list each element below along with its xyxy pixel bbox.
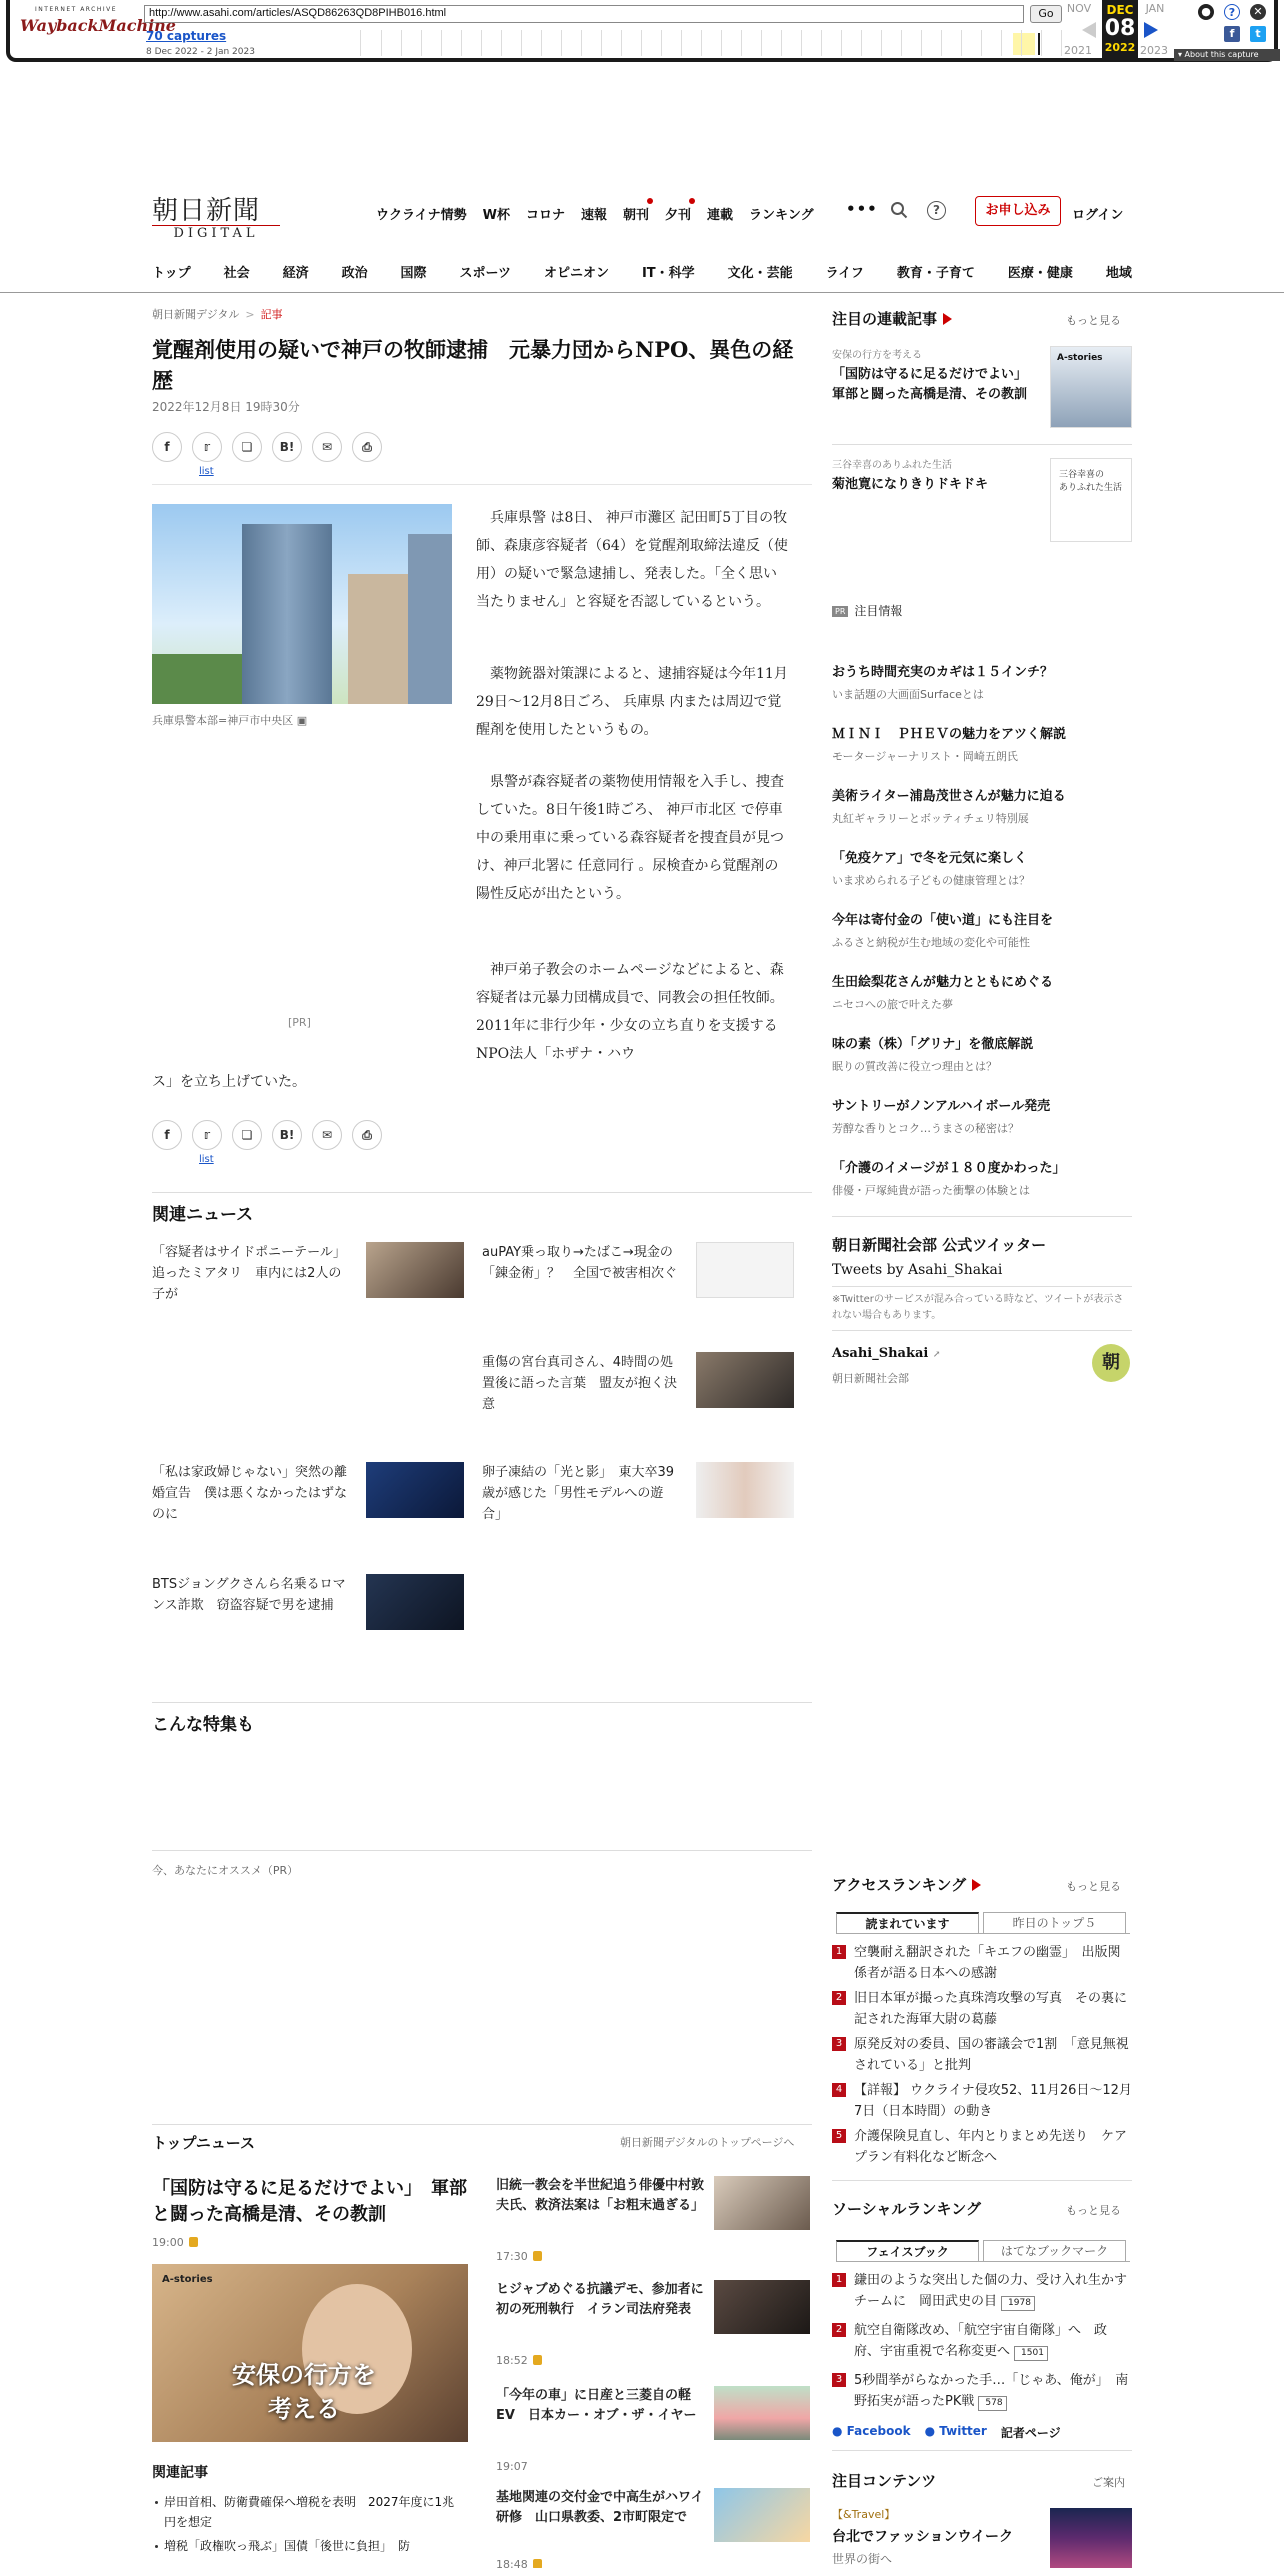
cat-society[interactable]: 社会 <box>223 266 250 281</box>
next-capture-arrow-icon[interactable] <box>1144 22 1158 38</box>
wayback-go-button[interactable]: Go <box>1030 5 1062 23</box>
ranking-item[interactable] <box>832 2080 1132 2122</box>
hatena-bookmark-icon[interactable]: B! <box>272 432 302 462</box>
pr-item-sub: 俳優・戸塚純貴が語った衝撃の体験とは <box>832 1184 1030 1197</box>
recommend-label: 今、あなたにオススメ（PR） <box>152 1864 299 1877</box>
tokushu-heading: こんな特集も <box>152 1715 254 1735</box>
pr-item[interactable] <box>832 726 1132 764</box>
sparkline-tick <box>441 30 442 56</box>
rank-text: 【詳報】 ウクライナ侵攻52、11月26日～12月7日（日本時間）の動き <box>854 2083 1132 2119</box>
external-link-icon: ↗ <box>932 1350 941 1360</box>
content-sub: 世界の街へ <box>832 2552 893 2566</box>
pr-tag: PR <box>832 606 848 617</box>
sparkline-tick <box>981 30 982 56</box>
pr-item-sub: モータージャーナリスト・岡崎五朗氏 <box>832 750 1018 763</box>
pr-item-sub: 芳醇な香りとコク…うまさの秘密は？ <box>832 1122 1019 1135</box>
top-news-item-title: 「今年の車」に日産と三菱自の軽EV 日本カー・オブ・ザ・イヤー <box>496 2388 697 2423</box>
twitter-avatar[interactable]: 朝 <box>1092 1344 1130 1382</box>
series-item[interactable] <box>832 456 1132 495</box>
rank-number: 1 <box>832 2273 846 2287</box>
user-icon[interactable]: ● <box>1198 4 1214 20</box>
sparkline-tick <box>741 30 742 56</box>
content-tag: 【&Travel】 <box>832 2508 896 2521</box>
section-divider <box>152 2124 812 2125</box>
bookmark-icon[interactable]: ❏ <box>232 432 262 462</box>
related-heading: 関連ニュース <box>152 1205 254 1225</box>
wayback-prev-year[interactable]: 2021 <box>1064 44 1092 57</box>
sparkline-tick <box>681 30 682 56</box>
site-logo[interactable] <box>152 190 280 241</box>
related-item-title: auPAY乗っ取り→たばこ→現金の「錬金術」？ 全国で被害相次ぐ <box>482 1245 678 1281</box>
cat-international[interactable]: 国際 <box>400 266 427 281</box>
facebook-link-text: Facebook <box>846 2424 911 2438</box>
top-news-link[interactable]: 朝日新聞デジタルのトップページへ <box>620 2136 795 2149</box>
pr-item-sub: 丸紅ギャラリーとボッティチェリ特別展 <box>832 812 1029 825</box>
hatena-bookmark-icon[interactable]: B! <box>272 1120 302 1150</box>
share-buttons-top <box>152 432 382 462</box>
rank-number: 5 <box>832 2129 846 2143</box>
twitter-icon: ● <box>924 2424 936 2438</box>
wayback-current-year: 2022 <box>1104 41 1136 54</box>
pr-item-title: 美術ライター浦島茂世さんが魅力に迫る <box>832 789 1066 804</box>
arrow-right-icon <box>943 313 952 325</box>
social-ranking-heading-text: ソーシャルランキング <box>832 2200 981 2218</box>
sparkline-tick <box>541 30 542 56</box>
pr-item-sub: 眠りの質改善に役立つ理由とは？ <box>832 1060 997 1073</box>
twitter-user-sub: 朝日新聞社会部 <box>832 1372 909 1385</box>
sparkline-tick <box>861 30 862 56</box>
series-title: 菊池寛になりきりドキドキ <box>832 477 989 492</box>
sparkline-tick <box>661 30 662 56</box>
facebook-link[interactable] <box>832 2424 911 2441</box>
pr-item-sub: いま求められる子どもの健康管理とは？ <box>832 874 1030 887</box>
time-text: 18:48 <box>496 2558 528 2568</box>
tab-yesterday-top5[interactable]: 昨日のトップ５ <box>983 1912 1126 1933</box>
subscribe-button[interactable]: お申し込み <box>975 196 1061 226</box>
pr-item-title: 「免疫ケア」で冬を元気に楽しく <box>832 851 1028 866</box>
sparkline-tick <box>641 30 642 56</box>
sidebar-divider <box>832 1216 1132 1217</box>
close-icon[interactable]: ✕ <box>1250 4 1266 20</box>
print-icon[interactable]: ⎙ <box>352 1120 382 1150</box>
related-item-thumb <box>366 1574 464 1630</box>
sparkline-tick <box>941 30 942 56</box>
help-button[interactable]: ? <box>927 201 946 220</box>
tweets-link[interactable]: Tweets by Asahi_Shakai <box>832 1262 1003 1278</box>
ad-label: [PR] <box>288 1016 311 1029</box>
top-nav-wcup[interactable]: W杯 <box>482 208 510 223</box>
lock-icon <box>533 2355 542 2365</box>
tab-facebook[interactable]: フェイスブック <box>836 2240 979 2261</box>
cat-economy[interactable]: 経済 <box>282 266 309 281</box>
social-tabs <box>836 2240 1130 2262</box>
article-paragraph-4: 神戸弟子教会のホームページなどによると、森容疑者は元暴力団構成員で、同教会の担任牧師。2011年に非行少年・少女の立ち直りを支援するNPO法人「ホザナ・ハウ <box>476 962 784 1062</box>
time-text: 18:52 <box>496 2354 528 2367</box>
top-news-item-time: 19:07 <box>496 2460 528 2473</box>
print-icon[interactable]: ⎙ <box>352 432 382 462</box>
sparkline-tick <box>461 30 462 56</box>
wayback-url-input[interactable]: http://www.asahi.com/articles/ASQD86263QD8PIHB016.html <box>144 5 1024 23</box>
ranking-item[interactable] <box>832 2126 1132 2168</box>
wayback-current-month: DEC <box>1106 3 1134 17</box>
pr-heading <box>832 602 902 619</box>
rank-number: 1 <box>832 1945 846 1959</box>
article-divider <box>152 484 812 485</box>
sparkline-tick <box>921 30 922 56</box>
article-paragraph-3: 県警が森容疑者の薬物使用情報を入手し、捜査していた。8日午後1時ごろ、 神戸市北区 で停車中の乗用車に乗っている森容疑者を捜査員が見つけ、神戸北署に 任意同行 。尿検査から覚醒剤の陽性反応が出たという。 <box>476 774 784 902</box>
pr-item[interactable] <box>832 788 1132 826</box>
series-heading[interactable] <box>832 308 952 329</box>
breadcrumb <box>152 306 283 322</box>
arrow-right-icon <box>972 1879 981 1891</box>
top-news-item-time <box>496 2558 542 2568</box>
related-item-thumb <box>366 1462 464 1518</box>
rank-text: 航空自衛隊改め、「航空宇宙自衛隊」へ 政府、宇宙重視で名称変更へ <box>854 2323 1107 2359</box>
share-twitter-icon[interactable]: 𝕣 <box>192 1120 222 1150</box>
top-news-item-thumb <box>714 2488 810 2542</box>
wayback-logo-top: INTERNET ARCHIVE <box>34 6 118 13</box>
sparkline-tick <box>621 30 622 56</box>
rank-text: 旧日本軍が撮った真珠湾攻撃の写真 その裏に記された海軍大尉の葛藤 <box>854 1991 1128 2027</box>
breadcrumb-home[interactable]: 朝日新聞デジタル <box>152 308 240 321</box>
image-overlay-text: 安保の行方を 考える <box>232 2360 376 2423</box>
rank-number: 3 <box>832 2373 846 2387</box>
social-ranking-heading <box>832 2198 981 2219</box>
cat-local[interactable]: 地域 <box>1105 266 1132 281</box>
cat-top[interactable]: トップ <box>152 266 191 281</box>
sparkline-tick <box>801 30 802 56</box>
top-news-item-title: 基地関連の交付金で中高生がハワイ研修 山口県教委、2市町限定で <box>496 2490 704 2525</box>
ranking-item[interactable] <box>832 1988 1132 2030</box>
image-logo: A-stories <box>162 2274 213 2285</box>
sidebar-divider <box>832 444 1132 445</box>
sparkline-tick <box>401 30 402 56</box>
share-count: 578 <box>978 2396 1006 2411</box>
pr-item-title: 生田絵梨花さんが魅力とともにめぐる <box>832 975 1054 990</box>
sparkline-tick <box>881 30 882 56</box>
pr-item[interactable] <box>832 850 1132 888</box>
related-item-title: BTSジョングクさんら名乗るロマンス詐欺 窃盗容疑で男を逮捕 <box>152 1577 346 1613</box>
share-facebook-icon[interactable]: f <box>152 432 182 462</box>
sparkline-tick <box>501 30 502 56</box>
pr-item-title: おうち時間充実のカギは１５インチ？ <box>832 665 1054 680</box>
photo-caption-text: 兵庫県警本部=神戸市中央区 <box>152 714 294 727</box>
series-thumb-text: A-stories <box>1057 353 1103 363</box>
sparkline-current-month <box>1013 33 1035 55</box>
share-count: 1978 <box>1001 2296 1035 2311</box>
rank-text: 原発反対の委員、国の審議会で1割 「意見無視されている」と批判 <box>854 2037 1129 2073</box>
sparkline-tick <box>381 30 382 56</box>
site-logo-jp: 朝日新聞 <box>152 196 261 226</box>
article-photo[interactable] <box>152 504 452 704</box>
content-more-link[interactable]: ご案内 <box>1092 2476 1125 2489</box>
top-news-main-title[interactable]: 「国防は守るに足るだけでよい」 軍部と闘った高橋是清、その教訓 <box>152 2178 467 2225</box>
share-twitter-icon[interactable]: 𝕣 <box>192 432 222 462</box>
help-icon[interactable]: ? <box>1224 4 1240 20</box>
sparkline-tick <box>761 30 762 56</box>
sidebar-divider <box>832 2180 1132 2181</box>
section-divider <box>152 1702 812 1703</box>
top-news-item-time <box>496 2250 542 2263</box>
sidebar-divider <box>832 1286 1132 1287</box>
wayback-logo[interactable] <box>20 6 176 52</box>
lock-icon <box>533 2251 542 2261</box>
top-news-item-time <box>496 2354 542 2367</box>
pr-item-sub: いま話題の大画面Surfaceとは <box>832 688 984 701</box>
pr-item[interactable] <box>832 1036 1132 1074</box>
cat-sports[interactable]: スポーツ <box>459 266 512 281</box>
article-title: 覚醒剤使用の疑いで神戸の牧師逮捕 元暴力団からNPO、異色の経歴 <box>152 337 794 393</box>
social-links <box>832 2424 1061 2441</box>
breadcrumb-sep: > <box>245 308 255 321</box>
cat-life[interactable]: ライフ <box>825 266 864 281</box>
article-paragraph-2: 薬物銃器対策課によると、逮捕容疑は今年11月29日～12月8日ごろ、 兵庫県 内または周辺で覚醒剤を使用したというもの。 <box>476 666 788 738</box>
series-more-link[interactable]: もっと見る <box>1066 314 1121 327</box>
wayback-toolbar <box>0 0 1284 68</box>
top-news-main-image[interactable] <box>152 2264 468 2442</box>
top-news-item-title: 旧統一教会を半世紀追う俳優中村敦夫氏、救済法案は「お粗末過ぎる」 <box>496 2178 705 2213</box>
reporter-page-link[interactable]: 記者ページ <box>1000 2426 1061 2440</box>
top-nav-ranking[interactable]: ランキング <box>749 208 814 223</box>
ranking-item[interactable] <box>832 2034 1132 2076</box>
top-nav-ukraine[interactable]: ウクライナ情勢 <box>376 208 467 223</box>
pr-item[interactable] <box>832 974 1132 1012</box>
mail-icon[interactable]: ✉ <box>312 1120 342 1150</box>
facebook-icon[interactable]: f <box>1224 26 1240 42</box>
wayback-logo-main: WaybackMachine <box>20 16 176 35</box>
tab-most-read[interactable]: 読まれています <box>836 1912 979 1933</box>
cat-it-science[interactable]: IT・科学 <box>641 266 695 281</box>
sparkline-tick <box>1061 30 1062 56</box>
top-news-related-item[interactable]: 増税「政権吹っ飛ぶ」国債「後世に負担」 防 <box>164 2536 464 2556</box>
access-more-link[interactable]: もっと見る <box>1066 1880 1121 1893</box>
top-nav-corona[interactable]: コロナ <box>525 208 565 223</box>
pr-item-title: サントリーがノンアルハイボール発売 <box>832 1099 1051 1114</box>
top-news-item-title: ヒジャブめぐる抗議デモ、参加者に初の死刑執行 イラン司法府発表 <box>496 2282 704 2317</box>
series-thumb-text: 三谷幸喜の ありふれた生活 <box>1059 470 1123 493</box>
pr-item-title: 今年は寄付金の「使い道」にも注目を <box>832 913 1054 928</box>
related-item-thumb <box>696 1352 794 1408</box>
related-item-thumb <box>696 1462 794 1518</box>
rank-number: 3 <box>832 2037 846 2051</box>
article-paragraph-1: 兵庫県警 は8日、 神戸市灘区 記田町5丁目の牧師、森康彦容疑者（64）を覚醒剤取締法違反（使用）の疑いで緊急逮捕し、発表した。「全く思い当たりません」と容疑を否認しているという。 <box>476 510 788 610</box>
section-divider <box>152 1850 812 1851</box>
content-thumb[interactable] <box>1050 2508 1132 2568</box>
top-news-item-thumb <box>714 2386 810 2440</box>
pr-item[interactable] <box>832 1160 1132 1198</box>
pr-item-sub: ふるさと納税が生む地域の変化や可能性 <box>832 936 1030 949</box>
wayback-captures-link[interactable]: 70 captures <box>146 29 227 43</box>
social-ranking-item[interactable] <box>832 2270 1132 2312</box>
twitter-user-name: Asahi_Shakai <box>832 1346 929 1361</box>
sparkline-tick <box>701 30 702 56</box>
top-news-item-thumb <box>714 2280 810 2334</box>
share-count: 1501 <box>1014 2346 1048 2361</box>
rank-number: 2 <box>832 2323 846 2337</box>
social-more-link[interactable]: もっと見る <box>1066 2204 1121 2217</box>
lock-icon <box>533 2559 542 2568</box>
top-nav-series[interactable]: 連載 <box>707 208 734 223</box>
pr-item-title: ＭＩＮＩ ＰＨＥＶの魅力をアツく解説 <box>832 727 1067 742</box>
rank-text: 介護保険見直し、年内とりまとめ先送り ケアプラン有料化など断念へ <box>854 2129 1128 2165</box>
sparkline-tick <box>1001 30 1002 56</box>
related-item-title: 「容疑者はサイドポニーテール」追ったミアタリ 車内には2人の子が <box>152 1245 346 1302</box>
access-ranking-heading[interactable] <box>832 1874 981 1895</box>
wayback-current-day: 08 <box>1104 16 1136 41</box>
series-heading-text: 注目の連載記事 <box>832 310 938 328</box>
top-nav-evening[interactable]: 夕刊 <box>665 204 691 223</box>
share-list-link[interactable]: list <box>199 466 214 477</box>
wayback-next-month[interactable]: JAN <box>1145 2 1165 15</box>
facebook-icon: ● <box>832 2424 843 2438</box>
bookmark-icon[interactable]: ❏ <box>232 1120 262 1150</box>
lock-icon <box>189 2237 198 2247</box>
tab-hatena[interactable]: はてなブックマーク <box>983 2240 1126 2261</box>
share-facebook-icon[interactable]: f <box>152 1120 182 1150</box>
article-date: 2022年12月8日 19時30分 <box>152 400 300 414</box>
series-title: 「国防は守るに足るだけでよい」 軍部と闘った高橋是清、その教訓 <box>832 367 1034 402</box>
about-capture-button[interactable]: ▾ About this capture <box>1174 49 1280 61</box>
expand-image-icon[interactable]: ▣ <box>296 714 308 727</box>
rank-number: 4 <box>832 2083 846 2097</box>
pr-item-sub: ニセコへの旅で叶えた夢 <box>832 998 953 1011</box>
cat-culture[interactable]: 文化・芸能 <box>727 266 793 281</box>
related-item-title: 卵子凍結の「光と影」 東大卒39歳が感じた「男性モデルへの遊合」 <box>482 1465 675 1522</box>
sparkline-tick <box>481 30 482 56</box>
twitter-link[interactable] <box>925 2424 987 2441</box>
top-news-related-heading: 関連記事 <box>152 2465 208 2481</box>
top-nav-breaking[interactable]: 速報 <box>580 208 607 223</box>
access-tabs <box>836 1912 1130 1934</box>
related-item-title: 重傷の宮台真司さん、4時間の処置後に語った言葉 盟友が抱く決意 <box>482 1355 678 1412</box>
series-item[interactable] <box>832 346 1132 405</box>
cat-politics[interactable]: 政治 <box>341 266 368 281</box>
time-text: 19:00 <box>152 2236 184 2249</box>
sparkline-tick <box>781 30 782 56</box>
wayback-date-range: 8 Dec 2022 - 2 Jan 2023 <box>146 47 255 57</box>
sparkline-tick <box>581 30 582 56</box>
content-heading: 注目コンテンツ <box>832 2472 937 2490</box>
twitter-user-link[interactable] <box>832 1346 940 1361</box>
pr-item[interactable] <box>832 664 1132 702</box>
share-buttons-bottom <box>152 1120 382 1150</box>
related-item-thumb <box>696 1242 794 1298</box>
access-ranking-heading-text: アクセスランキング <box>832 1876 967 1894</box>
cat-education[interactable]: 教育・子育て <box>896 266 975 281</box>
cat-health[interactable]: 医療・健康 <box>1007 266 1073 281</box>
site-logo-en: DIGITAL <box>152 225 280 241</box>
pr-item[interactable] <box>832 912 1132 950</box>
category-nav <box>152 262 1132 281</box>
sparkline-tick <box>961 30 962 56</box>
top-nav <box>376 204 814 223</box>
social-ranking-item[interactable] <box>832 2320 1132 2362</box>
series-thumb <box>1050 458 1132 542</box>
sidebar-divider <box>832 1330 1132 1331</box>
time-text: 17:30 <box>496 2250 528 2263</box>
login-link[interactable]: ログイン <box>1072 208 1124 223</box>
sparkline-tick <box>901 30 902 56</box>
prev-capture-arrow-icon[interactable] <box>1082 22 1096 38</box>
pr-item[interactable] <box>832 1098 1132 1136</box>
share-list-link-bottom[interactable]: list <box>199 1154 214 1165</box>
top-news-heading: トップニュース <box>152 2134 256 2152</box>
related-item-thumb <box>366 1242 464 1298</box>
sparkline-tick <box>821 30 822 56</box>
top-news-main-time <box>152 2236 198 2249</box>
mail-icon[interactable]: ✉ <box>312 432 342 462</box>
article-divider <box>152 1192 812 1193</box>
rank-text: 鎌田のような突出した個の力、受け入れ生かすチームに 岡田武史の目 <box>854 2273 1128 2309</box>
twitter-icon[interactable]: t <box>1250 26 1266 42</box>
article-paragraph-4-cont: ス」を立ち上げていた。 <box>152 1074 306 1090</box>
rank-text: 5秒間挙がらなかった手…「じゃあ、俺が」 南野拓実が語ったPK戦 <box>854 2373 1129 2409</box>
top-news-item-thumb <box>714 2176 810 2230</box>
wayback-next-year[interactable]: 2023 <box>1140 44 1168 57</box>
wayback-current-date <box>1102 0 1138 60</box>
series-thumb <box>1050 346 1132 428</box>
series-kicker: 三谷幸喜のありふれた生活 <box>832 460 952 471</box>
pr-item-title: 「介護のイメージが１８０度かわった」 <box>832 1161 1066 1176</box>
sparkline-tick <box>721 30 722 56</box>
twitter-note: ※Twitterのサービスが混み合っている時など、ツイートが表示されない場合もあります。 <box>832 1294 1124 1321</box>
wayback-sparkline[interactable] <box>360 30 1060 56</box>
pr-heading-text: 注目情報 <box>854 604 903 618</box>
sparkline-tick <box>1021 30 1022 56</box>
more-menu-button[interactable]: ••• <box>846 200 878 218</box>
sidebar-divider <box>832 2450 1132 2451</box>
social-ranking-item[interactable] <box>832 2370 1132 2412</box>
related-item-title: 「私は家政婦じゃない」突然の離婚宣告 僕は悪くなかったはずなのに <box>152 1465 348 1522</box>
wayback-prev-month[interactable]: NOV <box>1066 2 1092 15</box>
ranking-item[interactable] <box>832 1942 1132 1984</box>
search-icon[interactable] <box>890 201 908 219</box>
sparkline-tick <box>841 30 842 56</box>
sparkline-tick <box>601 30 602 56</box>
top-nav-morning[interactable]: 朝刊 <box>623 204 649 223</box>
twitter-link-text: Twitter <box>939 2424 987 2438</box>
pr-item-title: 味の素（株）「グリナ」を徹底解説 <box>832 1037 1034 1052</box>
cat-opinion[interactable]: オピニオン <box>543 266 609 281</box>
rank-text: 空襲耐え翻訳された「キエフの幽霊」 出版関係者が語る日本への感謝 <box>854 1945 1121 1981</box>
twitter-heading: 朝日新聞社会部 公式ツイッター <box>832 1236 1047 1254</box>
rank-number: 2 <box>832 1991 846 2005</box>
wayback-frame <box>6 0 1278 62</box>
content-title[interactable]: 台北でファッションウイーク <box>832 2529 1014 2545</box>
sparkline-tick <box>521 30 522 56</box>
breadcrumb-current[interactable]: 記事 <box>260 308 283 321</box>
header-divider <box>0 292 1284 293</box>
sparkline-tick <box>561 30 562 56</box>
sparkline-tick <box>421 30 422 56</box>
top-news-related-item[interactable]: 岸田首相、防衛費確保へ増税を表明 2027年度に1兆円を想定 <box>164 2492 464 2532</box>
sparkline-tick <box>1041 30 1042 56</box>
series-kicker: 安保の行方を考える <box>832 350 922 361</box>
sparkline-capture-mark <box>1038 33 1040 55</box>
photo-caption <box>152 712 307 728</box>
